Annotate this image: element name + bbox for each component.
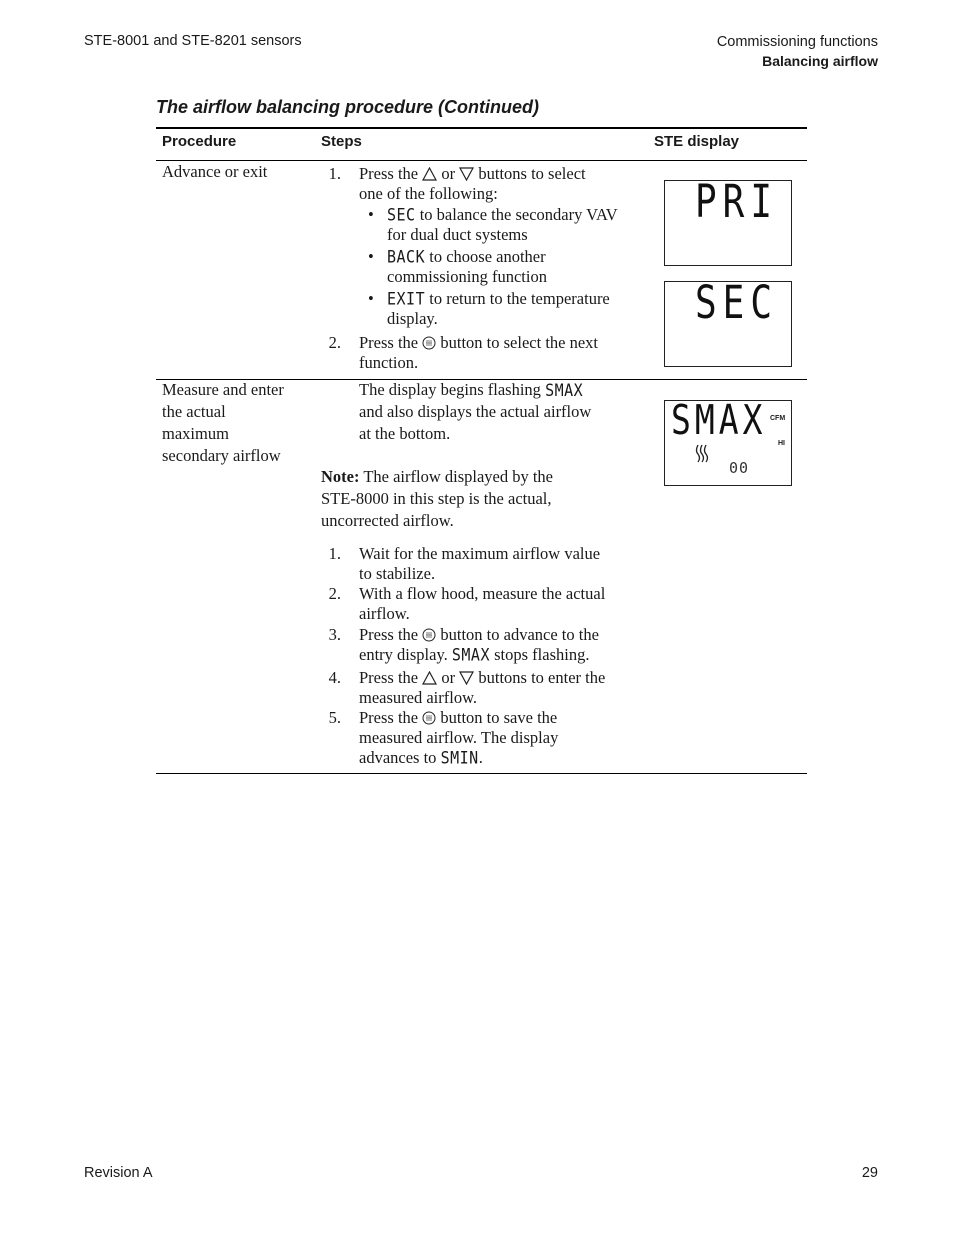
footer-revision: Revision A [84,1165,153,1181]
header-section [717,33,878,71]
lcd-token-exit: EXIT [387,288,426,310]
row1-bullet-sec: • SEC to balance the secondary VAV for dual duct systems [368,204,618,244]
lcd-token-smax: SMAX [545,379,584,401]
row2-intro: The display begins flashing SMAX and also displays the actual airflow at the bottom. [359,379,591,445]
row2-note: Note: The airflow displayed by the STE-8000 in this step is the actual, uncorrected airflow. [321,467,554,530]
down-triangle-icon [459,167,474,181]
lcd-display-sec: SEC [664,281,792,367]
table-title: The airflow balancing procedure (Continued) [156,97,540,117]
header-chapter: Commissioning functions [716,34,878,50]
page-number: 29 [861,1165,878,1181]
header-doc-title: STE-8001 and STE-8201 sensors [84,33,302,49]
lcd-airflow-value: 00 [729,459,750,477]
table-top-rule [156,127,807,129]
lcd-unit-label: CFM [770,415,786,422]
column-header-steps: Steps [321,133,362,150]
header-subsection: Balancing airflow [762,53,878,69]
lcd-display-smax: SMAX CFM HI 00 [664,400,792,486]
enter-button-icon [422,628,436,642]
table-bottom-rule [156,773,807,774]
lcd-token-sec: SEC [387,204,416,226]
row1-procedure: Advance or exit [162,162,268,181]
down-triangle-icon [459,671,474,685]
lcd-token-smin: SMIN [440,747,479,769]
lcd-display-pri: PRI [664,180,792,266]
lcd-hi-label: HI [778,440,785,447]
enter-button-icon [422,711,436,725]
lcd-token-back: BACK [387,246,426,268]
up-triangle-icon [422,167,437,181]
row2-procedure: Measure and enter the actual maximum secondary airflow [162,380,284,465]
column-header-display: STE display [654,133,740,150]
up-triangle-icon [422,671,437,685]
row1-bullet-exit: • EXIT to return to the temperature display. [368,288,610,328]
enter-button-icon [422,336,436,350]
lcd-token-smax: SMAX [451,644,490,666]
column-header-procedure: Procedure [162,133,237,150]
row1-bullet-back: • BACK to choose another commissioning function [368,246,547,286]
airflow-icon [695,443,711,463]
